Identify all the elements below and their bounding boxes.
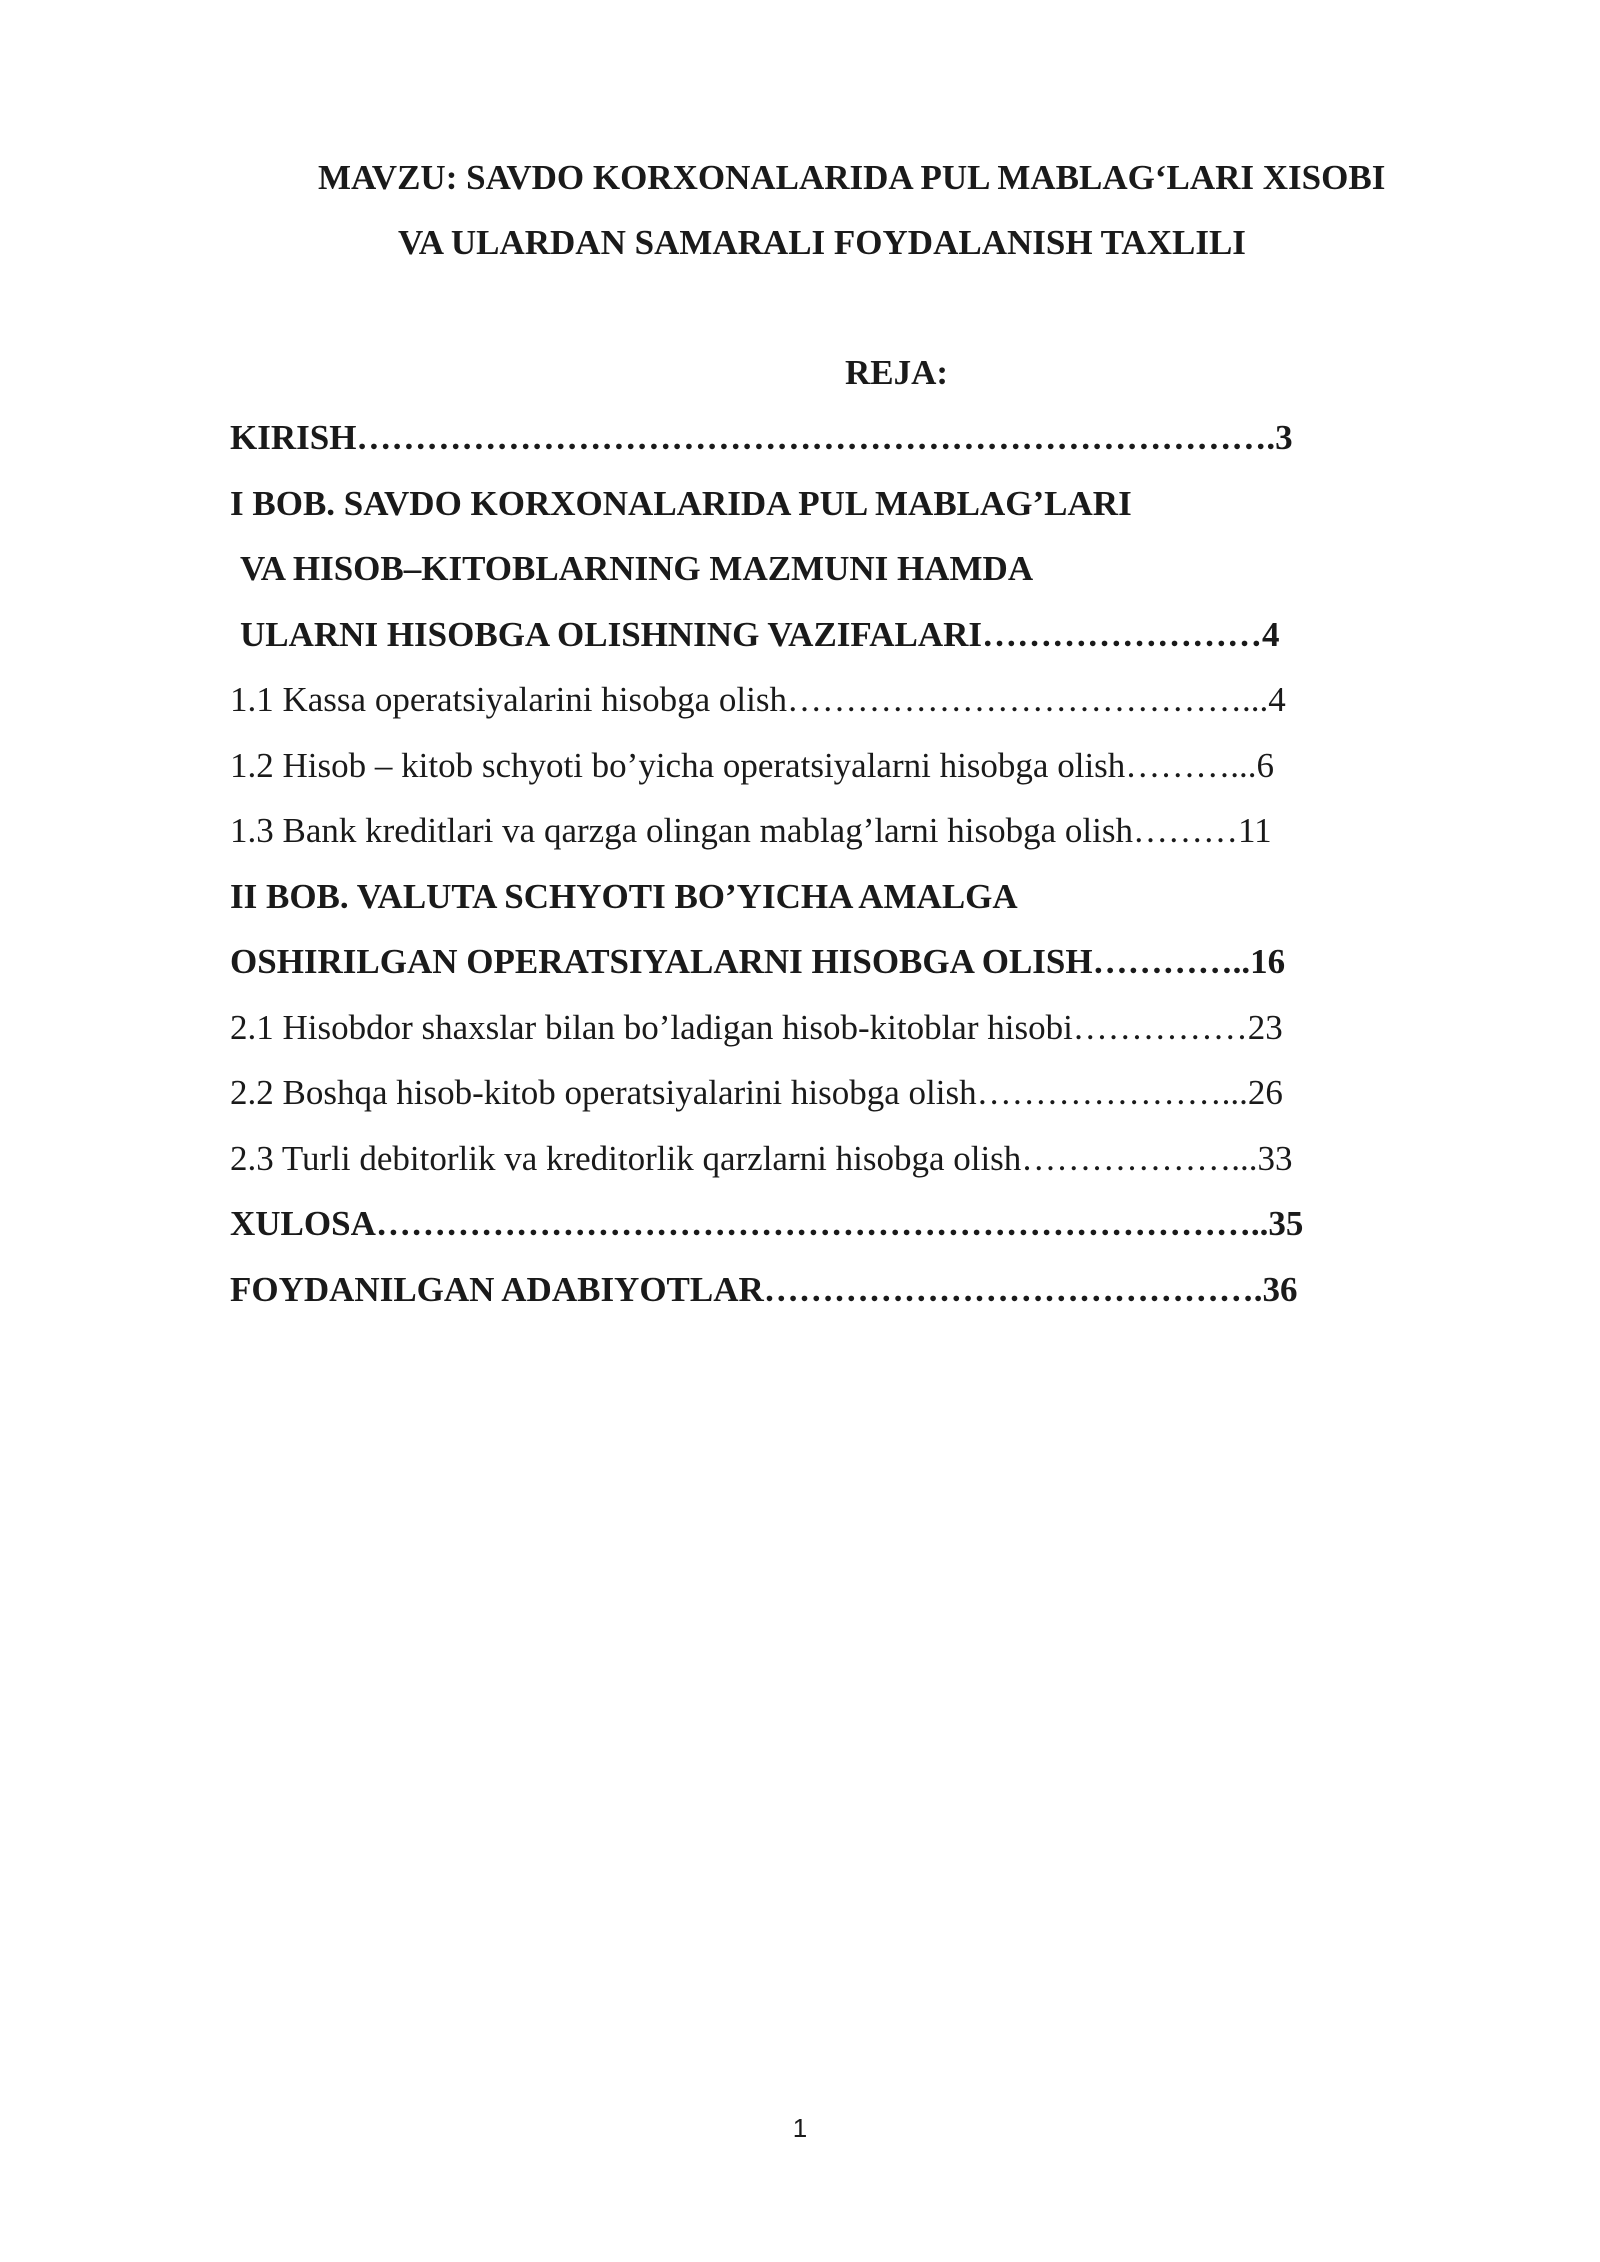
toc-section-1-3: 1.3 Bank kreditlari va qarzga olingan mablag’larni hisobga olish………11 — [230, 811, 1272, 850]
toc-section-1-1: 1.1 Kassa operatsiyalarini hisobga olish…………………………………...4 — [230, 680, 1286, 719]
toc-chapter-1-line-1: I BOB. SAVDO KORXONALARIDA PUL MABLAG’LARI — [230, 483, 1132, 523]
table-of-contents — [230, 405, 1410, 1322]
toc-entry-conclusion: XULOSA…………………………………………………………………..35 — [230, 1204, 1304, 1243]
toc-section-2-3: 2.3 Turli debitorlik va kreditorlik qarzlarni hisobga olish………………...33 — [230, 1138, 1293, 1178]
toc-section-1-2: 1.2 Hisob – kitob schyoti bo’yicha operatsiyalarni hisobga olish………...6 — [230, 745, 1275, 785]
document-title-line-2: VA ULARDAN SAMARALI FOYDALANISH TAXLILI — [398, 223, 1246, 262]
toc-chapter-2-line-2: OSHIRILGAN OPERATSIYALARNI HISOBGA OLISH…………..16 — [230, 942, 1286, 981]
toc-entry-introduction: KIRISH…………………………………………………………………….3 — [230, 418, 1293, 457]
toc-section-2-2: 2.2 Boshqa hisob-kitob operatsiyalarini hisobga olish…………………...26 — [230, 1073, 1283, 1112]
toc-chapter-1-line-3: ULARNI HISOBGA OLISHNING VAZIFALARI……………………4 — [240, 614, 1280, 654]
toc-chapter-2-line-1: II BOB. VALUTA SCHYOTI BO’YICHA AMALGA — [230, 876, 1018, 916]
toc-chapter-1-line-2: VA HISOB–KITOBLARNING MAZMUNI HAMDA — [240, 549, 1034, 588]
toc-entry-references: FOYDANILGAN ADABIYOTLAR…………………………………….36 — [230, 1269, 1298, 1309]
toc-section-2-1: 2.1 Hisobdor shaxslar bilan bo’ladigan hisob-kitoblar hisobi……………23 — [230, 1007, 1283, 1047]
plan-heading: REJA: — [845, 353, 949, 392]
document-title-line-1: MAVZU: SAVDO KORXONALARIDA PUL MABLAG‘LARI XISOBI — [318, 158, 1386, 197]
page-number: 1 — [792, 2113, 808, 2143]
